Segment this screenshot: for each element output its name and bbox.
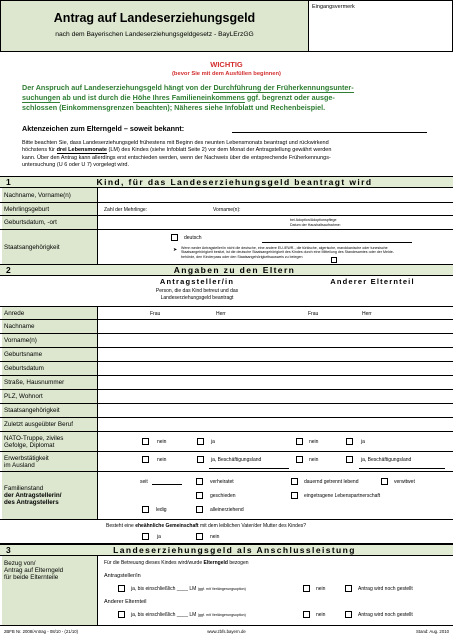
nato-ja-1[interactable] bbox=[197, 438, 204, 445]
row-anrede[interactable]: Anrede Frau Herr Frau Herr bbox=[0, 306, 453, 320]
row-familienstand[interactable]: Familienstand der Antragstellerin/ des Antragstellers seit verheiratet dauernd getrennt lebend verwitwet geschieden eingetragene Lebenspartnerschaft ledig alleinerziehend bbox=[0, 472, 453, 520]
section1-header: 1 Kind, für das Landeserziehungsgeld beantragt wird bbox=[0, 176, 453, 188]
eg1-gestellt[interactable] bbox=[345, 585, 352, 592]
eg2-gestellt[interactable] bbox=[345, 611, 352, 618]
section2-header: 2 Angaben zu den Eltern bbox=[0, 264, 453, 276]
row-gemeinschaft[interactable]: Besteht eine eheähnliche Gemeinschaft mit dem leiblichen Vater/der Mutter des Kindes? ja nein bbox=[0, 520, 453, 544]
footer-right: Stand: Aug. 2010 bbox=[416, 629, 449, 634]
title-box bbox=[0, 0, 309, 52]
row-erwerb[interactable]: Erwerbstätigkeit im Ausland nein ja, Beschäftigungsland nein ja, Beschäftigungsland bbox=[0, 452, 453, 472]
notice-text: Der Anspruch auf Landeserziehungsgeld hängt von der Durchführung der Früherkennungsunter- suchungen ab und ist durch die Höhe Ihres Familieneinkommens ggf. begrenzt oder ausge- schlossen (Einkommensgrenzen beachten); Näheres siehe Infoblatt und Rechenbeispiel. bbox=[22, 83, 354, 112]
row-beruf[interactable]: Zuletzt ausgeübter Beruf bbox=[0, 418, 453, 432]
aktenzeichen-label: Aktenzeichen zum Elterngeld – soweit bekannt: bbox=[22, 124, 185, 133]
link-untersuchungen[interactable]: suchungen bbox=[22, 93, 61, 102]
row-strasse[interactable]: Straße, Hausnummer bbox=[0, 376, 453, 390]
erwerb-ja-1[interactable] bbox=[197, 456, 204, 463]
erwerb-land-1[interactable] bbox=[209, 468, 289, 469]
notice-heading: WICHTIG bbox=[210, 60, 243, 69]
nato-nein-2[interactable] bbox=[296, 438, 303, 445]
page-subtitle: nach dem Bayerischen Landeserziehungsgeldgesetz - BayLErzGG bbox=[55, 31, 254, 38]
stamp-box bbox=[309, 0, 453, 52]
footer-left: 2BFB Nr. 2008/Antrag - 08/10 - (21/10) bbox=[4, 629, 79, 634]
row-geburtsdatum2[interactable]: Geburtsdatum bbox=[0, 362, 453, 376]
fam-verwitwet[interactable] bbox=[381, 478, 388, 485]
eg1-ja[interactable] bbox=[118, 585, 125, 592]
gemeinschaft-nein[interactable] bbox=[196, 533, 203, 540]
eg2-ja[interactable] bbox=[118, 611, 125, 618]
nato-nein-1[interactable] bbox=[142, 438, 149, 445]
erwerb-nein-1[interactable] bbox=[142, 456, 149, 463]
erwerb-nein-2[interactable] bbox=[296, 456, 303, 463]
staatsangehoerigkeit-input[interactable] bbox=[262, 242, 412, 243]
arrow-icon: ➤ bbox=[173, 247, 178, 253]
row-geburtsdatum[interactable]: Geburtsdatum, -ort bei Adoption/Adoptionspflege Datum der Haushaltsaufnahme: bbox=[0, 216, 453, 230]
section3-header: 3 Landeserziehungsgeld als Anschlussleistung bbox=[0, 544, 453, 556]
fam-geschieden[interactable] bbox=[196, 492, 203, 499]
row-geburtsname[interactable]: Geburtsname bbox=[0, 348, 453, 362]
fam-getrennt[interactable] bbox=[291, 478, 298, 485]
link-einkommen[interactable]: Höhe Ihres Familieneinkommens bbox=[132, 93, 245, 102]
row-elterngeld[interactable]: Bezug von/ Antrag auf Elterngeld für beide Elternteile Für die Betreuung dieses Kindes wird/wurde Elterngeld bezogen Antragsteller/in ja, bis einschließlich ____ LM (ggf. mit Verlängerungsoption) nein Antrag wird noch gestellt Anderer Elternteil ja, bis einschließlich ____ LM (ggf. mit Verlängerungsoption) nein Antrag wird noch gestellt bbox=[0, 556, 453, 626]
footer-center: www.zbfs.bayern.de bbox=[207, 629, 246, 634]
intro-text: Bitte beachten Sie, dass Landeserziehungsgeld frühestens mit Beginn des neunten Lebensmonats beantragt und rückwirkend höchstens für drei Lebensmonate (LM) des Kindes (siehe Infoblatt Seite 2) vor dem Monat der Antragstellung gewährt werden kann. Über den Antrag kann allerdings erst entschieden werden, wenn der Nachweis über die entsprechende Früherkennungs- untersuchung (U 6 oder U 7) vorgelegt wird. bbox=[22, 140, 332, 168]
row-kind-name[interactable]: Nachname, Vorname(n) bbox=[0, 188, 453, 203]
checkbox-eu-note[interactable] bbox=[331, 257, 337, 263]
page-title: Antrag auf Landeserziehungsgeld bbox=[53, 11, 256, 25]
gemeinschaft-ja[interactable] bbox=[142, 533, 149, 540]
column-headers: Antragsteller/in Person, die das Kind betreut und das Landeserziehungsgeld beantragt Anderer Elternteil bbox=[155, 277, 415, 301]
stamp-label: Eingangsvermerk bbox=[312, 4, 355, 10]
row-vorname[interactable]: Vorname(n) bbox=[0, 334, 453, 348]
eg1-nein[interactable] bbox=[303, 585, 310, 592]
row-nachname[interactable]: Nachname bbox=[0, 320, 453, 334]
seit-input[interactable] bbox=[152, 484, 182, 485]
link-frueherkennung[interactable]: Durchführung der Früherkennungsunter- bbox=[213, 83, 354, 92]
fam-lebenspartner[interactable] bbox=[291, 492, 298, 499]
aktenzeichen-input[interactable] bbox=[232, 132, 427, 133]
nato-ja-2[interactable] bbox=[346, 438, 353, 445]
row-plz[interactable]: PLZ, Wohnort bbox=[0, 390, 453, 404]
checkbox-deutsch[interactable] bbox=[171, 234, 178, 241]
fam-ledig[interactable] bbox=[142, 506, 149, 513]
notice-subheading: (bevor Sie mit dem Ausfüllen beginnen) bbox=[172, 71, 281, 77]
erwerb-land-2[interactable] bbox=[359, 468, 445, 469]
row-staat[interactable]: Staatsangehörigkeit bbox=[0, 404, 453, 418]
row-nato[interactable]: NATO-Truppe, ziviles Gefolge, Diplomat nein ja nein ja bbox=[0, 432, 453, 452]
eg2-nein[interactable] bbox=[303, 611, 310, 618]
fam-verheiratet[interactable] bbox=[196, 478, 203, 485]
row-staatsangehoerigkeit[interactable]: Staatsangehörigkeit deutsch ➤ Wenn weder Antragsteller/in nicht die deutsche, eine andere EU-/EWR-, die türkische, algerische, marokkanische oder tunesische Staatsangehörigkeit besitzt, ist die deutsche Staatsangehörigkeit des Kindes durch eine Mitteilung des Standesamtes oder der Melde- behörde, den Kinderpass oder den Staatsangehörigkeitsausweis zu belegen bbox=[0, 230, 453, 264]
row-mehrling[interactable]: Mehrlingsgeburt Zahl der Mehrlinge: Vorname(n): bbox=[0, 203, 453, 216]
erwerb-ja-2[interactable] bbox=[346, 456, 353, 463]
fam-alleinerziehend[interactable] bbox=[196, 506, 203, 513]
